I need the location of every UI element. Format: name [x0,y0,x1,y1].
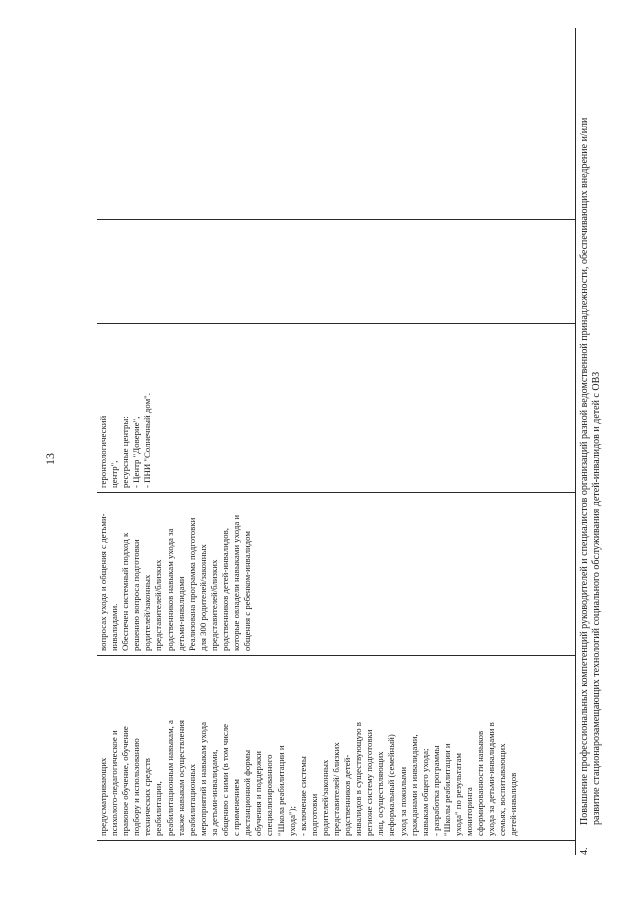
text-line: которые овладели навыками ухода и [231,514,242,651]
text-line: гражданами и инвалидами, [408,734,419,836]
rotated-table [97,28,612,855]
text-line: инвалидов в существующую в [353,722,364,836]
activity-cell [97,655,575,840]
text-line: ресурсные центры: [120,416,131,488]
text-line: неформальный (семейный) [386,734,397,836]
text-line: с применением [231,779,242,836]
text-line: общения с ребенком-инвалидом [242,531,253,651]
text-line: родственников детей-инвалидов, [220,527,231,651]
text-line: детей-инвалидов [508,772,519,836]
text-line: вопросах ухода и общения с детьми- [98,513,108,651]
text-line: представителей/близких [153,559,164,651]
text-line: обучения и поддержки [253,750,264,836]
text-line: семьях, воспитывающих [497,743,508,836]
text-line: родителей/законных [142,574,153,651]
text-line: Обеспечен системный подход к [120,532,131,651]
row-separator [575,28,576,855]
empty-cell-2 [97,28,575,219]
text-line: представителей/близких [208,559,219,651]
text-line: инвалидами. [109,603,120,651]
text-line: для 300 родителей/законных [197,544,208,651]
table-row [97,28,575,855]
section-row [577,28,612,855]
activity-text [98,659,520,836]
text-line: - ПНИ "Солнечный дом". [142,393,153,488]
text-line: геронтологический [98,415,108,488]
page-number: 13 [43,453,57,465]
executor-cell [97,323,575,492]
number-cell [97,840,575,855]
text-line: ухода"); [286,806,297,836]
text-line: уход за пожилыми [397,766,408,836]
section-number: 4. [579,847,590,855]
text-line: подготовки [308,793,319,836]
text-line: специализированного [264,754,275,836]
text-line: общению с ними (в том числе [220,723,231,836]
text-line: реабилитационных [186,764,197,836]
document-table-sheet [97,28,612,855]
text-line: сформированности навыков [475,730,486,836]
text-line: - Центр "Доверие", [131,416,142,488]
text-line: технических средств [142,758,153,836]
text-line: также навыкам осуществления [175,720,186,836]
text-line: решению вопроса подготовки [131,539,142,651]
text-line: реабилитации, [153,781,164,836]
text-line: ухода" по результатам [453,753,463,836]
text-line: мероприятий и навыкам ухода [197,722,208,836]
text-line: за детьми-инвалидами, [208,749,219,836]
text-line: родственников навыкам ухода за [164,528,175,651]
result-text [98,497,253,651]
text-line: представителей/ близких [330,742,341,836]
text-line: - разработка программы [430,745,441,836]
text-line: - включение системы [297,756,308,836]
text-line: центр", [109,460,120,488]
section-title-line-2: развитие стационарозамещающих технологий социального обслуживания детей-инвалидов и детей с ОВЗ [591,371,602,825]
text-line: родителей/законных [319,759,330,836]
section-title [577,28,612,825]
text-line: дистанционной формы [242,749,253,836]
text-line: подбору и использованию [131,738,142,836]
text-line: реабилитационным навыкам, а [164,720,175,836]
text-line: ухода за детьми-инвалидами в [486,722,497,836]
text-line: навыкам общего ухода; [419,748,430,836]
text-line: родственников детей- [342,754,353,836]
text-line: мониторинга [464,787,475,836]
text-line: предусматривающих [98,757,108,836]
text-line: правовое обучение, обучение [120,726,131,836]
empty-cell-1 [97,219,575,323]
text-line: Реализована программа подготовки [186,517,197,651]
text-line: детьми-инвалидами [175,576,186,651]
result-cell [97,492,575,655]
section-title-line-1: Повышение профессиональных компетенций руководителей и специалистов организаций разной ведомственной принадлежности, обеспечивающих внедрение и/или [579,117,590,825]
executor-text [98,328,153,488]
text-line: "Школа реабилитации и [275,745,286,836]
text-line: лиц, осуществляющих [375,751,386,836]
text-line: психолого-педагогическое и [109,730,120,836]
text-line: "Школы реабилитации и [441,743,452,836]
text-line: регионе систему подготовки [364,729,375,836]
